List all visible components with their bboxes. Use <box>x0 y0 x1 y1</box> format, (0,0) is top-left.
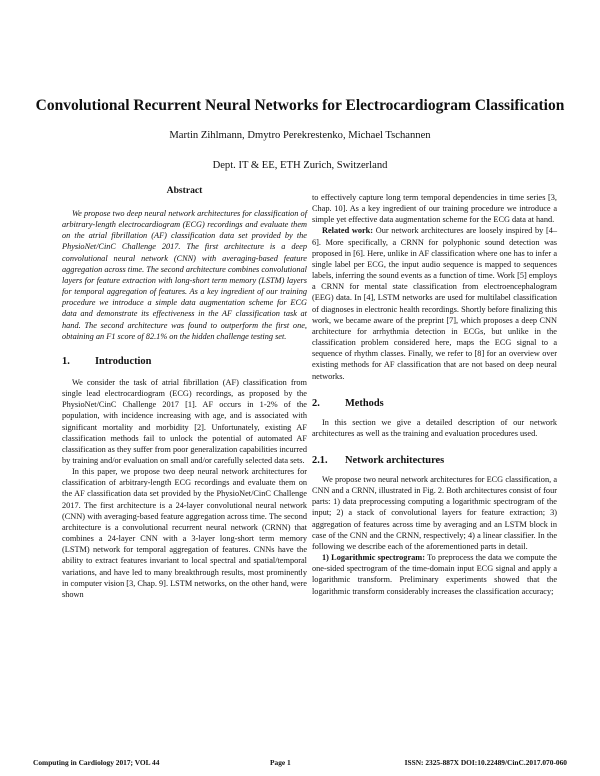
footer-doi: ISSN: 2325-887X DOI:10.22489/CinC.2017.070-060 <box>404 758 567 767</box>
spectrogram-text: To preprocess the data we compute the one-sided spectrogram of the time-domain input ECG signal and apply a logarithmic transform. Preliminary experiments showed that the logarithmic transform considerably increases the classification accuracy; <box>312 553 557 596</box>
network-paragraph: We propose two neural network architectures for ECG classification, a CNN and a CRNN, illustrated in Fig. 2. Both architectures consist of four parts: 1) data preprocessing computing a logarithmic spectrogram of the input; 2) a stack of convolutional layers for feature extraction; 3) aggregation of features across time by averaging and an LSTM block in case of the CNN and the CRNN, respectively; 4) a linear classifier. In the following we describe each of the aforementioned parts in detail. <box>312 474 557 551</box>
abstract-heading: Abstract <box>166 185 203 196</box>
footer-journal: Computing in Cardiology 2017; VOL 44 <box>33 758 160 767</box>
intro-paragraph-2: In this paper, we propose two deep neural network architectures for classification of arbitrary-length ECG recordings and evaluate them on the AF classification data set provided by the PhysioNet/CinC Challenge 2017. The first architecture is a 24-layer convolutional neural network (CNN) with averaging-based feature aggregation across time. The second architecture is a convolutional recurrent neural network (CRNN) that combines a 24-layer CNN with a 3-layer long-short term memory (LSTM) network for temporal aggregation of features. CNNs have the ability to extract features invariant to local spectral and spatial/temporal variations, and have led to many breakthrough results, most prominently in computer vision [3, Chap. 9]. LSTM networks, on the other hand, were shown <box>62 467 307 599</box>
abstract-section <box>62 185 307 342</box>
section-title: Introduction <box>95 355 152 367</box>
footer-page-number: Page 1 <box>270 758 291 767</box>
spectrogram-paragraph <box>312 552 557 597</box>
author-list: Martin Zihlmann, Dmytro Perekrestenko, Michael Tschannen <box>169 130 431 141</box>
methods-paragraph: In this section we give a detailed description of our network architectures as well as the training and evaluation procedures used. <box>312 417 557 438</box>
subsection-title: Network architectures <box>345 454 445 466</box>
affiliation: Dept. IT & EE, ETH Zurich, Switzerland <box>212 160 388 171</box>
related-work-text: Our network architectures are loosely inspired by [4–6]. More specifically, a CRNN for polyphonic sound detection was proposed in [6]. Here, unlike in AF classification where one has to infer a single label per ECG, the input audio sequence is mapped to sequences labels, inferring the sound events as a function of time. Work [5] employs a CRNN for mental state classification from electroencephalogram (EEG) data. In [4], LSTM networks are used for multilabel classification of diagnoses in electronic health recordings. Shortly before finalizing this work, we became aware of the preprint [7], which proposes a deep CNN architecture for arrhythmia detection in ECGs, but unlike in the classification problem considered here, maps the ECG signal to a sequence of rhythm classes. Finally, we refer to [8] for an overview over existing methods for AF classification that are not based on deep neural networks. <box>312 226 558 381</box>
intro-paragraph-2-continued: to effectively capture long term temporal dependencies in time series [3, Chap. 10]. As a key ingredient of our training procedure we introduce a simple yet effective data augmentation scheme for the ECG data at hand. <box>312 193 557 225</box>
section-number: 1. <box>62 355 70 367</box>
left-column <box>62 185 307 600</box>
section-title: Methods <box>345 397 384 409</box>
related-work-paragraph <box>312 225 557 381</box>
section-number: 2. <box>312 397 320 409</box>
related-work-label: Related work: <box>322 226 374 236</box>
introduction-heading <box>62 355 307 368</box>
paper-title: Convolutional Recurrent Neural Networks for Electrocardiogram Classification <box>35 97 565 114</box>
subsection-number: 2.1. <box>312 454 328 466</box>
abstract-text: We propose two deep neural network architectures for classification of arbitrary-length electrocardiogram (ECG) recordings and evaluate them on the atrial fibrillation (AF) classification data set provided by the PhysioNet/CinC Challenge 2017. The first architecture is a deep convolutional neural network (CNN) with averaging-based feature aggregation across time. The second architecture combines convolutional layers for feature extraction with long-short term memory (LSTM) layers for temporal aggregation of features. As a key ingredient of our training procedure we introduce a simple data augmentation scheme for ECG data and demonstrate its effectiveness in the AF classification task at hand. The second architecture was found to outperform the first one, obtaining an F1 score of 82.1% on the hidden challenge testing set. <box>62 209 307 341</box>
methods-heading <box>312 397 557 410</box>
spectrogram-label: 1) Logarithmic spectrogram: <box>322 553 425 563</box>
network-architectures-heading <box>312 454 557 467</box>
intro-paragraph-1: We consider the task of atrial fibrillation (AF) classification from single lead electrocardiogram (ECG) recordings, as proposed by the PhysioNet/CinC Challenge 2017 [1]. AF occurs in 1-2% of the population, with incidence increasing with age, and is associated with significant mortality and morbidity [2]. Unfortunately, existing AF classification methods fail to unlock the potential of automated AF classification as they suffer from poor generalization capabilities incurred by training and/or evaluation on small and/or carefully selected data sets. <box>62 377 307 465</box>
right-column <box>312 192 557 597</box>
